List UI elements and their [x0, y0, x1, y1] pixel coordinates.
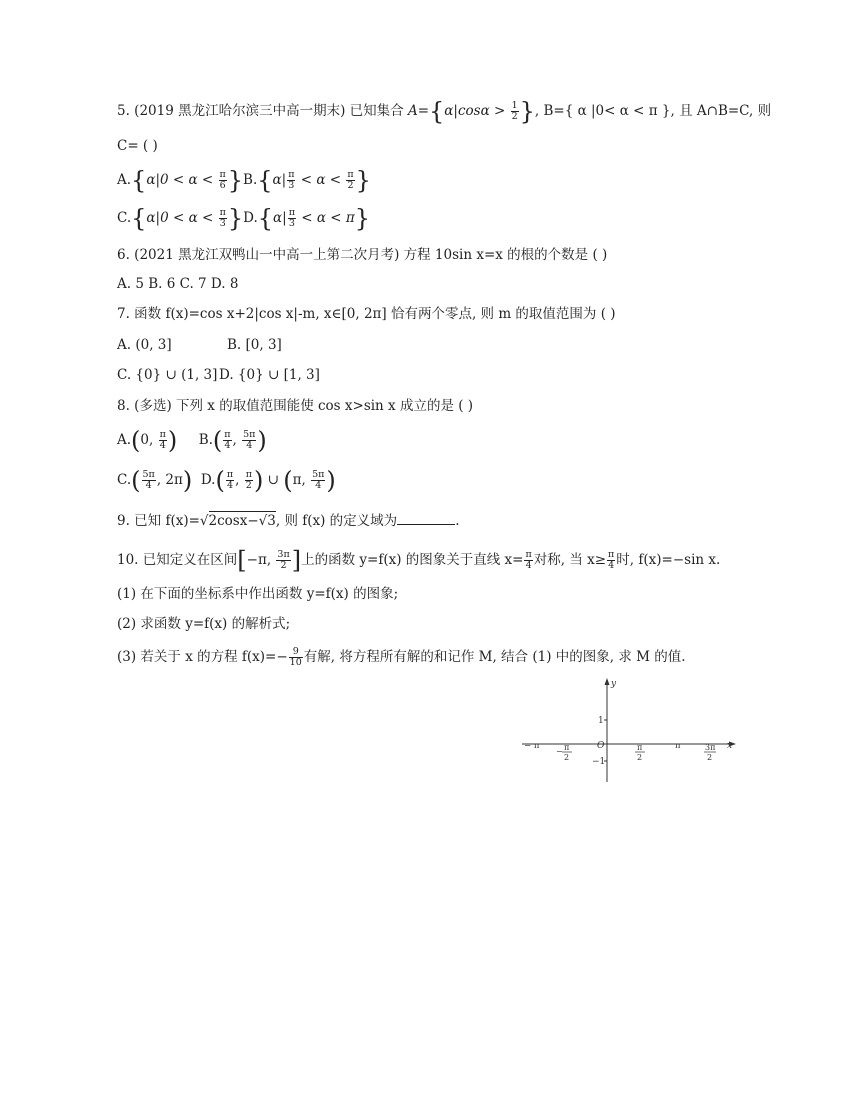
y-tick-label-neg1: −1 [592, 757, 606, 767]
x-tick-label-neg-pi: − π [524, 741, 540, 751]
x-axis-label: x [727, 741, 733, 751]
q5-option-b-label: B. [243, 172, 258, 188]
q10-stem: 10. 已知定义在区间[−π, $\frac{3\pi}{2}$ ]上的函数 y=f(x) 的图象关于直线 x= $\frac{\pi}{4}$ 对称, 当 x≥ $\frac{\pi}{4}$ 时, f(x)=−sin x. [117, 546, 721, 575]
y-axis-label: y [611, 679, 617, 689]
q8-options-ab: A.(0, $\frac{\pi}{4}$ ) B.( $\frac{\pi}{4}$ , $\frac{5\pi}{4}$ ) [117, 426, 267, 455]
q5-option-a-label: A. [117, 172, 132, 188]
x-tick-label-3half-pi-den: 2 [707, 753, 713, 762]
q6-stem: 6. (2021 黑龙江双鸭山一中高一上第二次月考) 方程 10sin x=x 的根的个数是 ( ) [117, 247, 608, 263]
q5-option-a-body: α|0 < α < [146, 172, 218, 188]
q8-option-b-label: B. [198, 432, 213, 448]
x-tick-label-neg-half-pi-sign: − [556, 747, 563, 756]
q6-options: A. 5 B. 6 C. 7 D. 8 [117, 276, 239, 292]
x-tick-label-3half-pi-num: 3π [705, 743, 716, 752]
q5-options-cd: C.{α|0 < α < $\frac{\pi}{3}$ }D.{α| $\frac{\pi}{3}$ < α < π} [117, 204, 371, 233]
q5-middle: , B={ α |0< α < π }, 且 A∩B=C, 则 [534, 103, 772, 119]
x-tick-label-half-pi-den: 2 [637, 753, 643, 762]
q10-part2: (2) 求函数 y=f(x) 的解析式; [117, 616, 291, 632]
q10-part1: (1) 在下面的坐标系中作出函数 y=f(x) 的图象; [117, 586, 399, 602]
q8-options-cd: C.( $\frac{5\pi}{4}$ , 2π) D.( $\frac{\pi}{4}$ , $\frac{\pi}{2}$ ) ∪ (π, $\frac{5\pi}{4}$ ) [117, 466, 336, 495]
q9-answer-blank[interactable] [397, 510, 455, 525]
coordinate-system[interactable] [518, 676, 740, 786]
y-tick-label-1: 1 [598, 716, 604, 726]
q7-option-a: A. (0, 3] [117, 337, 172, 353]
q7-option-b: B. [0, 3] [227, 337, 282, 353]
q5-options-ab: A.{α|0 < α < $\frac{\pi}{6}$ }B.{α| $\frac{\pi}{3}$ < α < $\frac{\pi}{2}$ } [117, 166, 371, 195]
q8-option-c-label: C. [117, 472, 132, 488]
q5-option-c-label: C. [117, 210, 132, 226]
q8-option-a-label: A. [117, 432, 132, 448]
q7-option-d: D. {0} ∪ [1, 3] [219, 367, 320, 383]
q5-prefix: 5. (2019 黑龙江哈尔滨三中高一期末) 已知集合 [117, 103, 408, 119]
y-axis-arrow-icon [605, 678, 610, 685]
q8-option-d-label: D. [200, 472, 216, 488]
q5-line2: C= ( ) [117, 138, 158, 154]
q10-part3: (3) 若关于 x 的方程 f(x)=− $\frac{9}{10}$ 有解, 将方程所有解的和记作 M, 结合 (1) 中的图象, 求 M 的值. [117, 646, 686, 668]
origin-label: O [597, 741, 605, 751]
x-tick-label-neg-half-pi-den: 2 [564, 753, 570, 762]
q5-stem: 5. (2019 黑龙江哈尔滨三中高一期末) 已知集合 A={α|cosα > $\frac{1}{2}$ }, B={ α |0< α < π }, 且 A∩B=C, 则 [117, 97, 772, 126]
set-a-name: A [407, 103, 418, 119]
q7-stem: 7. 函数 f(x)=cos x+2|cos x|-m, x∈[0, 2π] 恰有两个零点, 则 m 的取值范围为 ( ) [117, 306, 616, 322]
q5-option-d-label: D. [243, 210, 258, 226]
x-tick-label-half-pi-num: π [637, 743, 643, 752]
set-a-fraction: $\frac{1}{2}$ [511, 100, 518, 122]
set-a-body: α|cosα > [444, 103, 510, 119]
q7-option-c: C. {0} ∪ (1, 3] [117, 367, 218, 383]
x-tick-label-pi: π [675, 741, 681, 751]
x-tick-label-neg-half-pi-num: π [564, 743, 570, 752]
q8-stem: 8. (多选) 下列 x 的取值范围能使 cos x>sin x 成立的是 ( ) [117, 398, 474, 414]
q9-stem: 9. 已知 f(x)=√2cosx−√3, 则 f(x) 的定义域为 . [117, 510, 459, 531]
